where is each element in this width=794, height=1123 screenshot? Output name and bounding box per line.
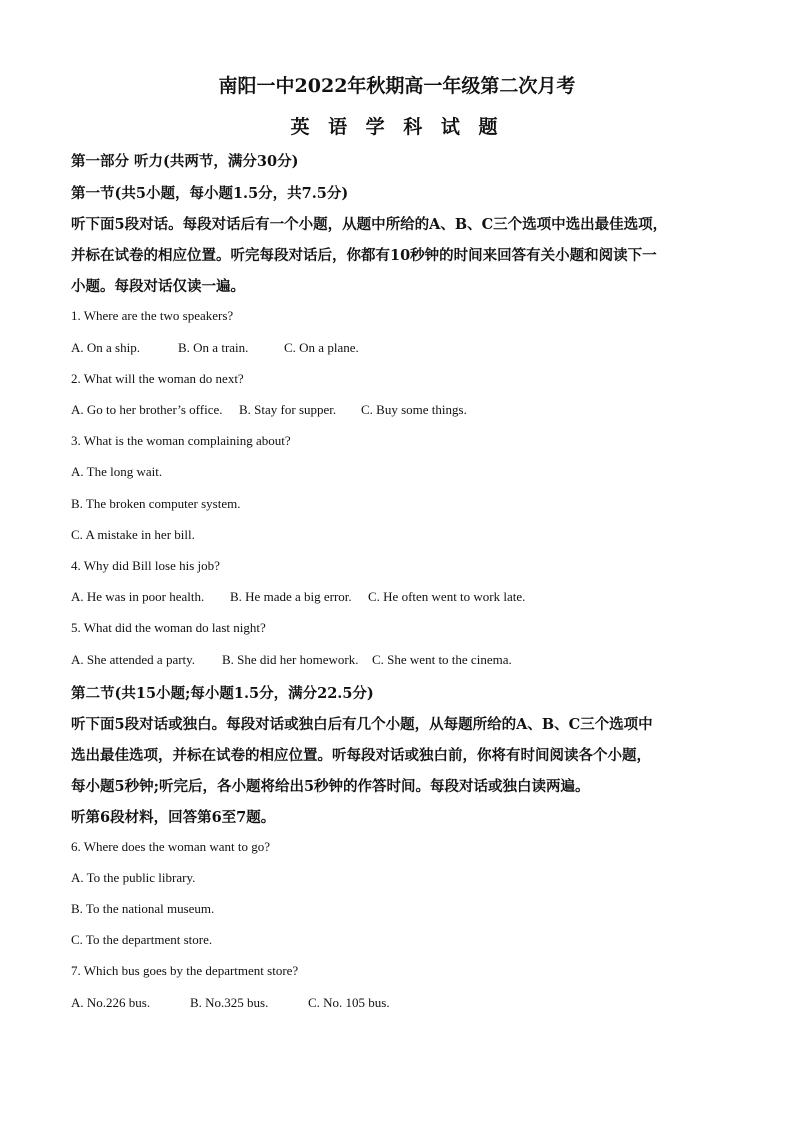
option-c: C. On a plane.: [284, 340, 359, 355]
section2-instruction-line: 每小题5秒钟;听完后，各小题将给出5秒钟的作答时间。每段对话或独白读两遍。: [71, 778, 590, 795]
question-3-option-b: B. The broken computer system.: [71, 496, 241, 511]
option-c: C. Buy some things.: [361, 402, 467, 417]
option-a: A. She attended a party.: [71, 652, 196, 667]
option-c: C. No. 105 bus.: [308, 995, 390, 1010]
section1-instruction-line: 并标在试卷的相应位置。听完每段对话后，你都有10秒钟的时间来回答有关小题和阅读下一: [71, 247, 657, 264]
option-c: C. He often went to work late.: [368, 589, 526, 604]
question-3: 3. What is the woman complaining about?: [71, 433, 291, 448]
question-7: 7. Which bus goes by the department store?: [71, 963, 299, 978]
question-5: 5. What did the woman do last night?: [71, 620, 266, 635]
section1-instruction-line: 小题。每段对话仅读一遍。: [71, 278, 245, 295]
part1-heading: 第一部分 听力(共两节，满分30分): [71, 153, 299, 170]
option-b: B. She did her homework.: [222, 652, 359, 667]
option-b: B. Stay for supper.: [239, 402, 337, 417]
section2-instruction-line: 听下面5段对话或独白。每段对话或独白后有几个小题，从每题所给的A、B、C三个选项中: [71, 716, 653, 733]
question-2: 2. What will the woman do next?: [71, 371, 244, 386]
section2-instruction-line: 选出最佳选项，并标在试卷的相应位置。听每段对话或独白前，你将有时间阅读各个小题，: [71, 747, 651, 764]
option-a: A. He was in poor health.: [71, 589, 205, 604]
option-b: B. He made a big error.: [230, 589, 352, 604]
question-6: 6. Where does the woman want to go?: [71, 839, 271, 854]
question-6-option-a: A. To the public library.: [71, 870, 196, 885]
section2-heading: 第二节(共15小题;每小题1.5分，满分22.5分): [71, 685, 374, 702]
question-6-option-c: C. To the department store.: [71, 932, 213, 947]
question-3-option-a: A. The long wait.: [71, 464, 163, 479]
material-note: 听第6段材料，回答第6至7题。: [71, 809, 276, 826]
option-b: B. On a train.: [178, 340, 249, 355]
option-a: A. Go to her brother’s office.: [71, 402, 223, 417]
option-a: A. On a ship.: [71, 340, 140, 355]
question-6-option-b: B. To the national museum.: [71, 901, 215, 916]
section1-heading: 第一节(共5小题，每小题1.5分，共7.5分): [71, 185, 349, 202]
question-1: 1. Where are the two speakers?: [71, 308, 234, 323]
question-3-option-c: C. A mistake in her bill.: [71, 527, 195, 542]
option-b: B. No.325 bus.: [190, 995, 269, 1010]
section1-instruction-line: 听下面5段对话。每段对话后有一个小题，从题中所给的A、B、C三个选项中选出最佳选项，: [71, 216, 668, 233]
exam-subtitle: 英 语 学 科 试 题: [290, 116, 504, 138]
option-a: A. No.226 bus.: [71, 995, 151, 1010]
exam-title: 南阳一中2022年秋期高一年级第二次月考: [218, 75, 576, 97]
option-c: C. She went to the cinema.: [372, 652, 512, 667]
question-4: 4. Why did Bill lose his job?: [71, 558, 220, 573]
